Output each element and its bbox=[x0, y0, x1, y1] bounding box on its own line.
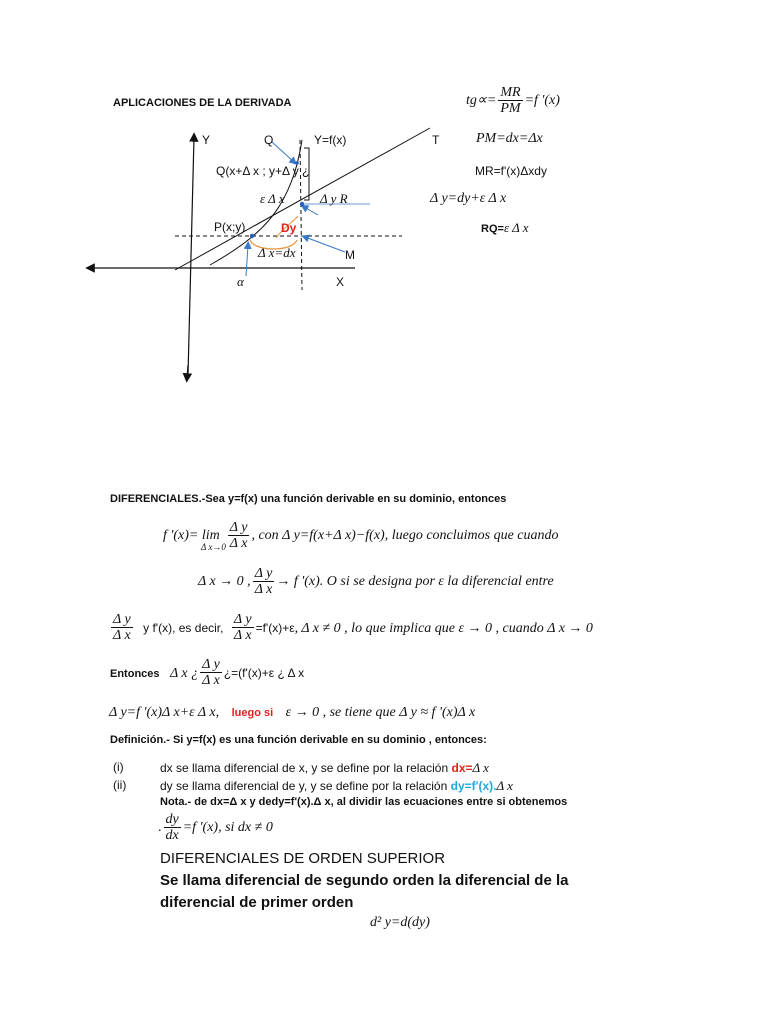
item-i-text: dx se llama diferencial de x, y se define por la relación dx=Δ x bbox=[160, 760, 489, 775]
item-i-number: (i) bbox=[113, 760, 124, 774]
orden-superior-line1: Se llama diferencial de segundo orden la diferencial de la bbox=[160, 872, 569, 889]
m-pointer-arrow bbox=[305, 237, 345, 252]
label-dx-eq: Δ x=dx bbox=[258, 245, 296, 260]
orden-superior-line2: diferencial de primer orden bbox=[160, 894, 354, 911]
label-p: P(x;y) bbox=[214, 220, 246, 234]
equation-second-differential: d² y=d(dy) bbox=[370, 915, 430, 930]
label-t: T bbox=[432, 133, 440, 147]
formula-mr: MR=f'(x)Δxdy bbox=[475, 164, 547, 178]
label-q: Q bbox=[264, 133, 274, 147]
item-ii-text: dy se llama diferencial de y, y se define por la relación dy=f'(x).Δ x bbox=[160, 778, 513, 793]
item-ii-number: (ii) bbox=[113, 778, 127, 792]
r-pointer-arrow bbox=[304, 207, 318, 215]
y-axis bbox=[188, 137, 194, 375]
label-alpha: α bbox=[237, 274, 244, 289]
formula-dy: Δ y=dy+ε Δ x bbox=[430, 191, 507, 206]
formula-rq: RQ=ε Δ x bbox=[481, 220, 529, 235]
q-pointer-arrow bbox=[272, 142, 294, 162]
page-title: APLICACIONES DE LA DERIVADA bbox=[113, 97, 292, 109]
y-axis-bottom-arrow bbox=[187, 365, 188, 378]
equation-entonces: Entonces Δ x ¿ $\frac{\text{Δ y}}{\text{Δ x}}$ ¿=(f'(x)+ε ¿ Δ x bbox=[110, 657, 305, 689]
point-r bbox=[300, 202, 304, 206]
tangent-formula: tg∝= $\frac{MR}{PM}$ =f '(x) bbox=[466, 85, 560, 117]
nota: Nota.- de dx=Δ x y dedy=f'(x).Δ x, al dividir las ecuaciones entre si obtenemos bbox=[160, 796, 568, 808]
formula-pm: PM=dx=Δx bbox=[476, 131, 543, 146]
label-dy-r: Δ y R bbox=[320, 191, 348, 206]
tangent-line bbox=[175, 128, 430, 270]
equation-approx: Δ y=f '(x)Δ x+ε Δ x, luego si ε → 0 , se tiene que Δ y ≈ f '(x)Δ x bbox=[109, 705, 476, 720]
label-fx: Y=f(x) bbox=[314, 133, 347, 147]
equation-limit-ratio: Δ x → 0 , $\frac{\text{Δ y}}{\text{Δ x}}$ → f '(x). O si se designa por ε la diferencial entre bbox=[198, 566, 554, 598]
label-dy-red: Dy bbox=[281, 221, 297, 235]
diferenciales-intro: DIFERENCIALES.-Sea y=f(x) una función derivable en su dominio, entonces bbox=[110, 493, 507, 505]
label-m: M bbox=[345, 248, 355, 262]
label-x: X bbox=[336, 275, 345, 289]
orden-superior-heading: DIFERENCIALES DE ORDEN SUPERIOR bbox=[160, 850, 446, 867]
equation-dy-dx: . $\frac{dy}{dx}$ =f '(x), si dx ≠ 0 bbox=[158, 812, 273, 844]
label-eps-dx: ε Δ x bbox=[260, 191, 285, 206]
equation-limit: f '(x)= lim Δ x→0 $\frac{\text{Δ y}}{\text{Δ x}}$ , con Δ y=f(x+Δ x)−f(x), luego concluimos que cuando bbox=[163, 520, 559, 552]
point-p bbox=[250, 234, 254, 238]
alpha-pointer-arrow bbox=[246, 245, 248, 276]
label-q-point: Q(x+Δ x ; y+Δ y ¿ bbox=[216, 164, 310, 178]
definicion-title: Definición.- Si y=f(x) es una función derivable en su dominio , entonces: bbox=[110, 734, 487, 746]
equation-epsilon: $\frac{\text{Δ y}}{\text{Δ x}}$ y f'(x), es decir, $\frac{\text{Δ y}}{\text{Δ x}}$ =f'(x)+ε, Δ x ≠ 0 , lo que implica que ε → 0 , cuando Δ x → 0 bbox=[113, 612, 593, 644]
label-y: Y bbox=[202, 133, 211, 147]
